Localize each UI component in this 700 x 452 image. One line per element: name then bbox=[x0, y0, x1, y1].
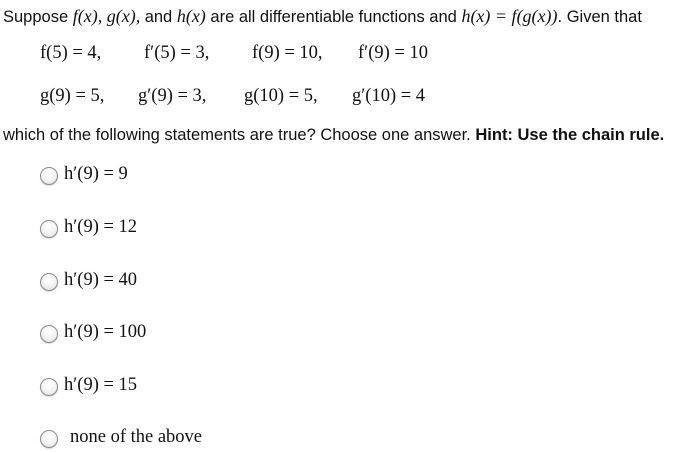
given-f-5: f(5) = 4, bbox=[40, 43, 102, 63]
intro-middle: are all differentiable functions and bbox=[205, 8, 462, 26]
option-label: h′(9) = 12 bbox=[64, 216, 138, 237]
radio-button[interactable] bbox=[40, 378, 58, 396]
option-label: h′(9) = 40 bbox=[64, 269, 138, 290]
option-label: h′(9) = 100 bbox=[64, 321, 147, 342]
option-label: h′(9) = 15 bbox=[64, 374, 138, 395]
given-fprime-9: f′(9) = 10 bbox=[358, 43, 428, 63]
given-g-10: g(10) = 5, bbox=[244, 86, 318, 106]
prompt-hint: Hint: Use the chain rule. bbox=[475, 126, 665, 144]
radio-button[interactable] bbox=[40, 167, 58, 185]
given-gprime-10: g′(10) = 4 bbox=[352, 86, 426, 106]
answer-option-4[interactable] bbox=[40, 320, 146, 344]
answer-option-5[interactable] bbox=[40, 373, 137, 397]
question-prompt bbox=[3, 126, 664, 145]
option-label: none of the above bbox=[70, 426, 203, 447]
radio-button[interactable] bbox=[40, 430, 58, 448]
intro-composition: h(x) = f(g(x)) bbox=[461, 6, 558, 26]
intro-suffix: . Given that bbox=[557, 8, 642, 26]
intro-prefix: Suppose bbox=[3, 8, 73, 26]
radio-button[interactable] bbox=[40, 220, 58, 238]
intro-functions-list: f(x), g(x), bbox=[72, 6, 145, 26]
prompt-text: which of the following statements are true? Choose one answer. bbox=[3, 126, 476, 144]
radio-button[interactable] bbox=[40, 273, 58, 291]
option-label: h′(9) = 9 bbox=[64, 163, 128, 184]
answer-option-6[interactable] bbox=[40, 425, 202, 449]
given-f-9: f(9) = 10, bbox=[252, 43, 323, 63]
given-fprime-5: f′(5) = 3, bbox=[144, 43, 210, 63]
intro-and: and bbox=[144, 8, 177, 26]
answer-option-1[interactable] bbox=[40, 162, 128, 186]
given-gprime-9: g′(9) = 3, bbox=[138, 86, 207, 106]
answer-option-2[interactable] bbox=[40, 215, 137, 239]
radio-button[interactable] bbox=[40, 325, 58, 343]
answer-option-3[interactable] bbox=[40, 268, 137, 292]
intro-h-func: h(x) bbox=[176, 6, 206, 26]
question-intro bbox=[3, 6, 642, 27]
given-g-9: g(9) = 5, bbox=[40, 86, 105, 106]
